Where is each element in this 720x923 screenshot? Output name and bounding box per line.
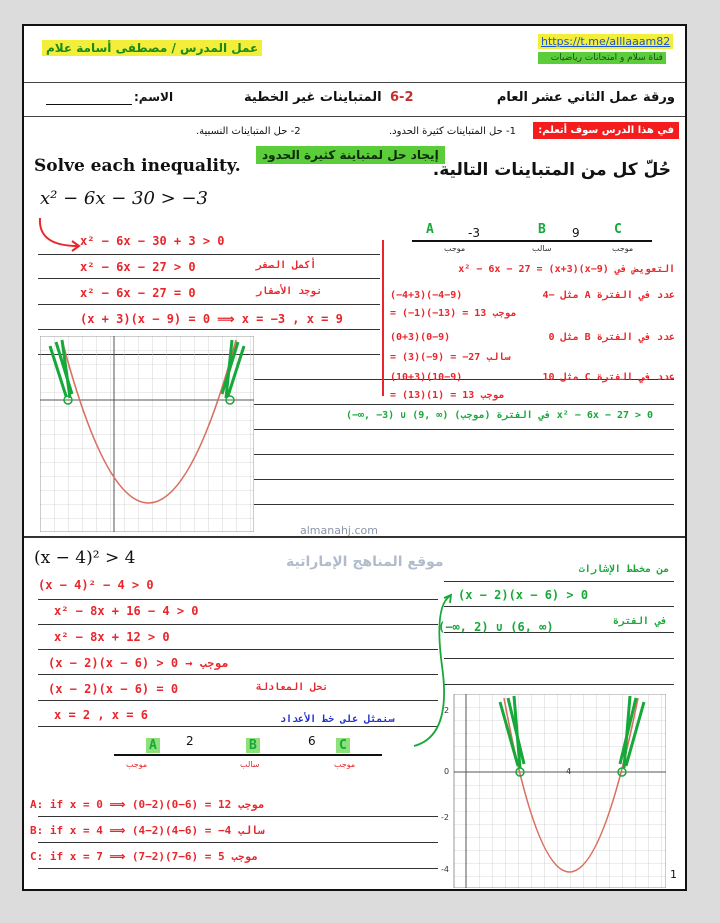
p2-xtick-4: 4	[566, 767, 572, 776]
p2-step-5: (x − 2)(x − 6) = 0	[48, 682, 179, 696]
p2-step-4: (x − 2)(x − 6) > 0 → موجب	[48, 656, 229, 670]
channel-label: قناة سلام و امتحانات رياضيات	[538, 52, 666, 64]
p2-step-2: x² − 8x + 16 − 4 > 0	[54, 604, 199, 618]
p1-step-3: x² − 6x − 27 = 0	[80, 286, 196, 300]
objective-2: 2- حل المتباينات النسبية.	[196, 126, 301, 137]
p2-sign-b: سالب	[240, 760, 260, 769]
rule-line	[254, 454, 674, 455]
watermark-site: almanahj.com	[300, 524, 378, 537]
rule-line	[254, 479, 674, 480]
p2-interval-c: C	[336, 738, 350, 753]
p1-interval-c: C	[614, 222, 622, 237]
p1-note-1: أكمل الصفر	[256, 260, 317, 271]
p2-parabola-graph	[440, 694, 666, 888]
p2-check-c: C: if x = 7 ⟹ (7−2)(7−6) = 5 موجب	[30, 850, 258, 863]
p2-interval-a: A	[146, 738, 160, 753]
p1-check-2: (−4+3)(−4−9)	[390, 290, 463, 301]
p2-step-1: (x − 4)² − 4 > 0	[38, 578, 154, 592]
lesson-title: المتباينات غير الخطية	[244, 90, 382, 105]
p2-ytick-2: 2	[444, 706, 450, 715]
telegram-link[interactable]: https://t.me/alllaaam82	[538, 34, 673, 49]
p2-right-1: من مخطط الإشارات	[578, 564, 669, 575]
p1-check-0: التعويض في x² − 6x − 27 = (x+3)(x−9)	[458, 264, 675, 275]
objective-1: 1- حل المتباينات كثيرة الحدود.	[389, 126, 516, 137]
p2-note-1: نحل المعادلة	[256, 682, 329, 693]
page-number: 1	[670, 868, 677, 881]
p2-right-3: في الفترة	[612, 616, 667, 627]
p1-check-7: عدد في الفترة C مثل 10	[542, 372, 675, 383]
p1-interval-a: A	[426, 222, 434, 237]
rule-line	[444, 658, 674, 659]
name-label: الاسم:	[134, 90, 174, 104]
p1-step-2: x² − 6x − 27 > 0	[80, 260, 196, 274]
p1-note-2: نوجد الأصفار	[256, 286, 323, 297]
p2-sign-a: موجب	[126, 760, 148, 769]
p1-step-1: x² − 6x − 30 + 3 > 0	[80, 234, 225, 248]
p2-step-3: x² − 8x + 12 > 0	[54, 630, 170, 644]
rule-line	[38, 304, 380, 305]
p2-step-6: x = 2 , x = 6	[54, 708, 148, 722]
p1-check-5: (0+3)(0−9)	[390, 332, 451, 343]
p1-solution: (−∞, −3) ∪ (9, ∞) (موجب) في الفترة x² − 6x − 27 > 0	[346, 410, 654, 421]
rule-line	[38, 868, 438, 869]
rule-line	[38, 842, 438, 843]
watermark-ar: موقع المناهج الإماراتية	[286, 554, 444, 570]
p1-step-4: (x + 3)(x − 9) = 0 ⟹ x = −3 , x = 9	[80, 312, 343, 326]
name-blank[interactable]	[46, 104, 132, 105]
rule-line	[38, 624, 438, 625]
rule-line	[38, 599, 438, 600]
p1-check-6: = (3)(−9) = −27 سالب	[390, 352, 511, 363]
p1-check-1: عدد في الفترة A مثل −4	[542, 290, 675, 301]
p2-right-2: (x − 2)(x − 6) > 0	[458, 588, 589, 602]
p1-sign-b: سالب	[532, 244, 552, 253]
p2-number-line	[114, 754, 382, 756]
p1-number-line	[412, 240, 652, 242]
p2-ytick-0: 0	[444, 767, 450, 776]
p2-note-2: سنمثل على خط الأعداد	[280, 714, 395, 725]
p1-interval-b: B	[538, 222, 546, 237]
teacher-credit: عمل المدرس / مصطفى أسامة علام	[42, 40, 262, 56]
p1-divider	[382, 240, 384, 396]
problem1-statement: x² − 6x − 30 > −3	[40, 188, 208, 209]
p2-check-b: B: if x = 4 ⟹ (4−2)(4−6) = −4 سالب	[30, 824, 265, 837]
rule-line	[38, 726, 438, 727]
rule-line	[38, 649, 438, 650]
rule-line	[38, 700, 438, 701]
p1-check-3: = (−1)(−13) = 13 موجب	[390, 308, 517, 319]
p1-sign-c: موجب	[612, 244, 634, 253]
p2-sign-c: موجب	[334, 760, 356, 769]
p1-sign-a: موجب	[444, 244, 466, 253]
rule-line	[38, 329, 380, 330]
p1-parabola-graph	[40, 336, 254, 532]
instruction-ar: حُلّ كل من المتباينات التالية.	[432, 160, 671, 180]
rule-line	[38, 674, 438, 675]
title-divider	[24, 116, 685, 117]
p1-point-2: 9	[572, 226, 580, 240]
worksheet-title: ورقة عمل الثاني عشر العام	[496, 90, 675, 105]
p2-interval-b: B	[246, 738, 260, 753]
rule-line	[254, 504, 674, 505]
rule-line	[444, 581, 674, 582]
p1-check-4: عدد في الفترة B مثل 0	[548, 332, 675, 343]
p2-right-4: (−∞, 2) ∪ (6, ∞)	[438, 620, 554, 634]
objectives-label: في هذا الدرس سوف أتعلم:	[533, 122, 679, 139]
p2-check-a: A: if x = 0 ⟹ (0−2)(0−6) = 12 موجب	[30, 798, 265, 811]
p2-ytick-neg4: -4	[441, 865, 449, 874]
p1-point-1: -3	[468, 226, 480, 240]
rule-line	[254, 404, 674, 405]
problem2-statement: (x − 4)² > 4	[34, 548, 136, 568]
p1-check-9: = (13)(1) = 13 موجب	[390, 390, 505, 401]
p2-point-2: 6	[308, 734, 316, 748]
header-divider	[24, 82, 685, 83]
p2-point-1: 2	[186, 734, 194, 748]
p2-ytick-neg2: -2	[441, 813, 449, 822]
instruction-en: Solve each inequality.	[34, 156, 241, 176]
lesson-number: 6-2	[390, 90, 414, 105]
rule-line	[444, 606, 674, 607]
rule-line	[38, 278, 380, 279]
rule-line	[38, 816, 438, 817]
rule-line	[254, 429, 674, 430]
worksheet-page	[22, 24, 687, 891]
section-banner: إيجاد حل لمتباينة كثيرة الحدود	[256, 146, 445, 164]
rule-line	[444, 684, 674, 685]
p1-check-8: (10+3)(10−9)	[390, 372, 463, 383]
